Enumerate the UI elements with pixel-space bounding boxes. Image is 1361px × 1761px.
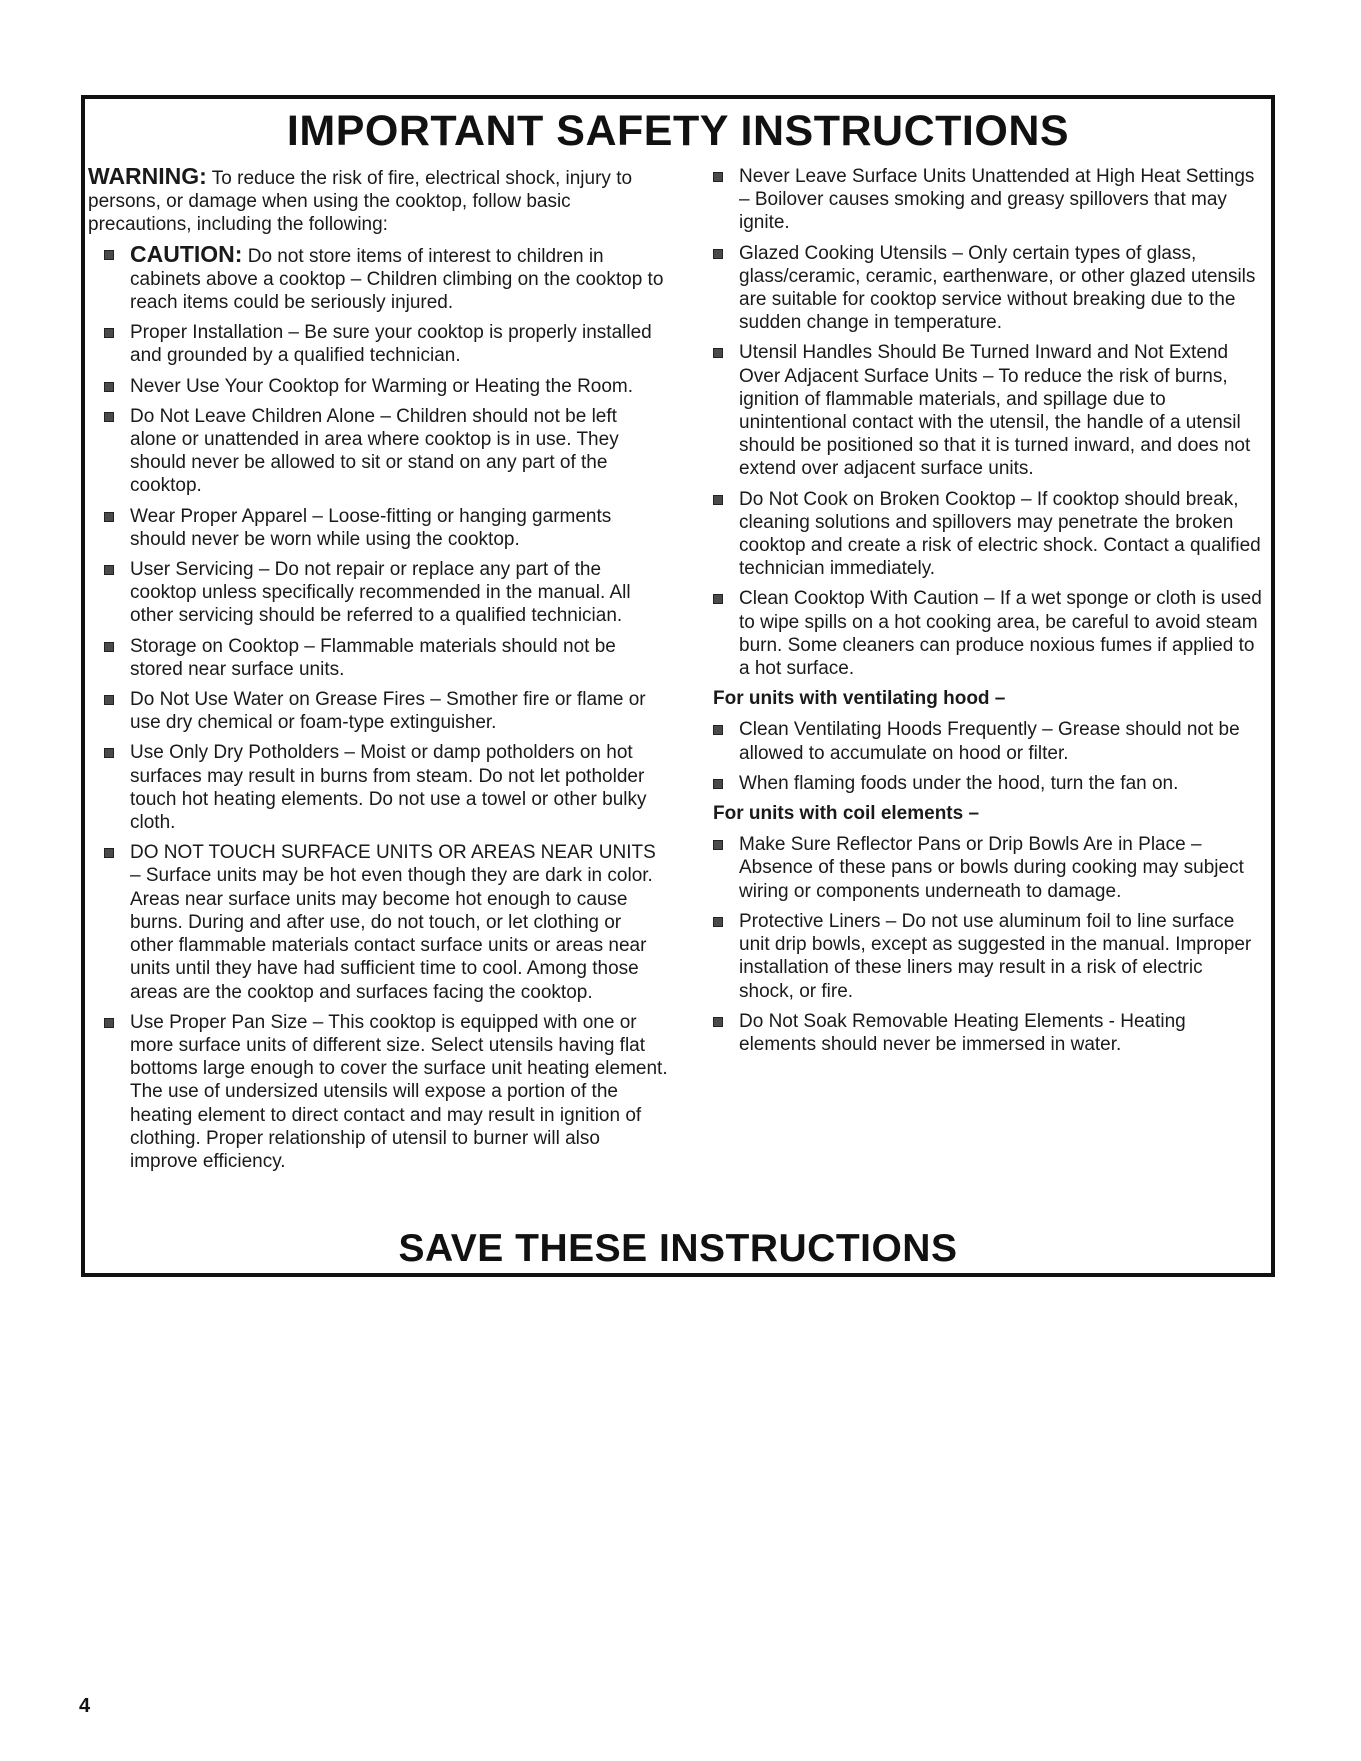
- list-item-text: Wear Proper Apparel – Loose-fitting or hanging garments should never be worn while using the cooktop.: [130, 505, 612, 550]
- list-item: [697, 341, 1262, 480]
- list-item-text: Proper Installation – Be sure your cooktop is properly installed and grounded by a qualified technician.: [130, 322, 652, 367]
- list-item: [88, 688, 668, 734]
- square-bullet-icon: [104, 328, 114, 338]
- list-item: [88, 321, 668, 367]
- list-item-text: Do Not Leave Children Alone – Children should not be left alone or unattended in area where cooktop is in use. They should never be allowed to sit or stand on any part of the cooktop.: [130, 405, 619, 497]
- square-bullet-icon: [713, 917, 723, 927]
- list-item-text: Do Not Cook on Broken Cooktop – If cooktop should break, cleaning solutions and spillovers may penetrate the broken cooktop and create a risk of electric shock. Contact a qualified technician immediately.: [739, 488, 1261, 580]
- list-item: [697, 1010, 1262, 1056]
- list-item: [88, 635, 668, 681]
- list-item-text: Clean Cooktop With Caution – If a wet sponge or cloth is used to wipe spills on a hot cooking area, be careful to avoid steam burn. Some cleaners can produce noxious fumes if applied to a hot surface.: [739, 588, 1262, 680]
- square-bullet-icon: [104, 250, 114, 260]
- list-item: [88, 741, 668, 834]
- list-item-text: When flaming foods under the hood, turn the fan on.: [739, 772, 1179, 794]
- list-item-text: User Servicing – Do not repair or replace any part of the cooktop unless specifically recommended in the manual. All other servicing should be referred to a qualified technician.: [130, 559, 631, 627]
- list-item: [88, 1011, 668, 1173]
- list-item: [88, 558, 668, 628]
- square-bullet-icon: [713, 779, 723, 789]
- warning-text: To reduce the risk of fire, electrical shock, injury to persons, or damage when using the cooktop, follow basic precautions, including the following:: [88, 168, 633, 236]
- list-item-text: Do Not Soak Removable Heating Elements - Heating elements should never be immersed in water.: [739, 1010, 1186, 1055]
- safety-instructions-box: [81, 95, 1275, 1277]
- square-bullet-icon: [104, 382, 114, 392]
- list-item: [697, 242, 1262, 335]
- save-instructions-title: SAVE THESE INSTRUCTIONS: [398, 1227, 958, 1270]
- list-item-text: Make Sure Reflector Pans or Drip Bowls Are in Place – Absence of these pans or bowls during cooking may subject wiring or components underneath to damage.: [739, 834, 1244, 902]
- square-bullet-icon: [104, 512, 114, 522]
- square-bullet-icon: [713, 594, 723, 604]
- list-item-text: Storage on Cooktop – Flammable materials should not be stored near surface units.: [130, 635, 616, 680]
- list-item: [697, 910, 1262, 1003]
- coil-section-heading: For units with coil elements –: [713, 803, 980, 825]
- square-bullet-icon: [104, 848, 114, 858]
- square-bullet-icon: [104, 695, 114, 705]
- list-item-text: Protective Liners – Do not use aluminum foil to line surface unit drip bowls, except as suggested in the manual. Improper installation of these liners may result in a risk of electric shock, or fire.: [739, 910, 1252, 1002]
- coil-bullet-list: [697, 833, 1262, 1056]
- caution-label: CAUTION:: [130, 240, 243, 267]
- list-item-text: Use Only Dry Potholders – Moist or damp potholders on hot surfaces may result in burns from steam. Do not let potholder touch hot heating elements. Do not use a towel or other bulky cloth.: [130, 742, 647, 834]
- list-item-text: Glazed Cooking Utensils – Only certain types of glass, glass/ceramic, ceramic, earthenware, or other glazed utensils are suitable for cooktop service without breaking due to the sudden change in temperature.: [739, 242, 1256, 334]
- square-bullet-icon: [713, 725, 723, 735]
- list-item: [697, 772, 1262, 795]
- page-number: 4: [79, 1695, 91, 1717]
- square-bullet-icon: [713, 495, 723, 505]
- list-item-text: DO NOT TOUCH SURFACE UNITS OR AREAS NEAR UNITS – Surface units may be hot even though they are dark in color. Areas near surface units may become hot enough to cause burns. During and after use, do not touch, or let clothing or other flammable materials contact surface units or areas near units until they have had sufficient time to cool. Among those areas are the cooktop and surfaces facing the cooktop.: [130, 842, 656, 1003]
- list-item-text: Do not store items of interest to children in cabinets above a cooktop – Children climbing on the cooktop to reach items could be seriously injured.: [130, 245, 664, 314]
- list-item: [697, 165, 1262, 235]
- warning-label: WARNING:: [88, 163, 207, 189]
- page-title: IMPORTANT SAFETY INSTRUCTIONS: [286, 107, 1070, 155]
- list-item: [697, 833, 1262, 903]
- warning-paragraph: [88, 165, 668, 237]
- square-bullet-icon: [713, 172, 723, 182]
- left-bullet-list: [88, 240, 668, 1174]
- square-bullet-icon: [713, 840, 723, 850]
- hood-bullet-list: [697, 718, 1262, 795]
- list-item: [88, 405, 668, 498]
- square-bullet-icon: [104, 412, 114, 422]
- list-item-text: Never Use Your Cooktop for Warming or Heating the Room.: [130, 375, 634, 397]
- square-bullet-icon: [104, 565, 114, 575]
- hood-section-heading: For units with ventilating hood –: [713, 688, 1006, 710]
- right-column: [697, 165, 1262, 1063]
- square-bullet-icon: [713, 249, 723, 259]
- list-item-text: Do Not Use Water on Grease Fires – Smother fire or flame or use dry chemical or foam-type extinguisher.: [130, 689, 646, 734]
- list-item-text: Utensil Handles Should Be Turned Inward and Not Extend Over Adjacent Surface Units – To reduce the risk of burns, ignition of flammable materials, and spillage due to unintentional contact with the utensil, the handle of a utensil should be positioned so that it is turned inward, and does not extend over adjacent surface units.: [739, 342, 1251, 480]
- list-item: [697, 718, 1262, 764]
- list-item-caution: [88, 240, 668, 315]
- left-column: [88, 165, 668, 1180]
- square-bullet-icon: [104, 642, 114, 652]
- square-bullet-icon: [713, 348, 723, 358]
- list-item: [88, 841, 668, 1003]
- square-bullet-icon: [713, 1017, 723, 1027]
- list-item: [88, 375, 668, 398]
- square-bullet-icon: [104, 1018, 114, 1028]
- list-item: [697, 488, 1262, 581]
- list-item: [88, 505, 668, 551]
- list-item: [697, 587, 1262, 680]
- right-bullet-list: [697, 165, 1262, 680]
- list-item-text: Use Proper Pan Size – This cooktop is equipped with one or more surface units of different size. Select utensils having flat bottoms large enough to cover the surface unit heating element. The use of undersized utensils will expose a portion of the heating element to direct contact and may result in ignition of clothing. Proper relationship of utensil to burner will also improve efficiency.: [130, 1011, 668, 1172]
- square-bullet-icon: [104, 748, 114, 758]
- list-item-text: Clean Ventilating Hoods Frequently – Grease should not be allowed to accumulate on hood or filter.: [739, 719, 1240, 764]
- list-item-text: Never Leave Surface Units Unattended at High Heat Settings – Boilover causes smoking and greasy spillovers that may ignite.: [739, 166, 1255, 234]
